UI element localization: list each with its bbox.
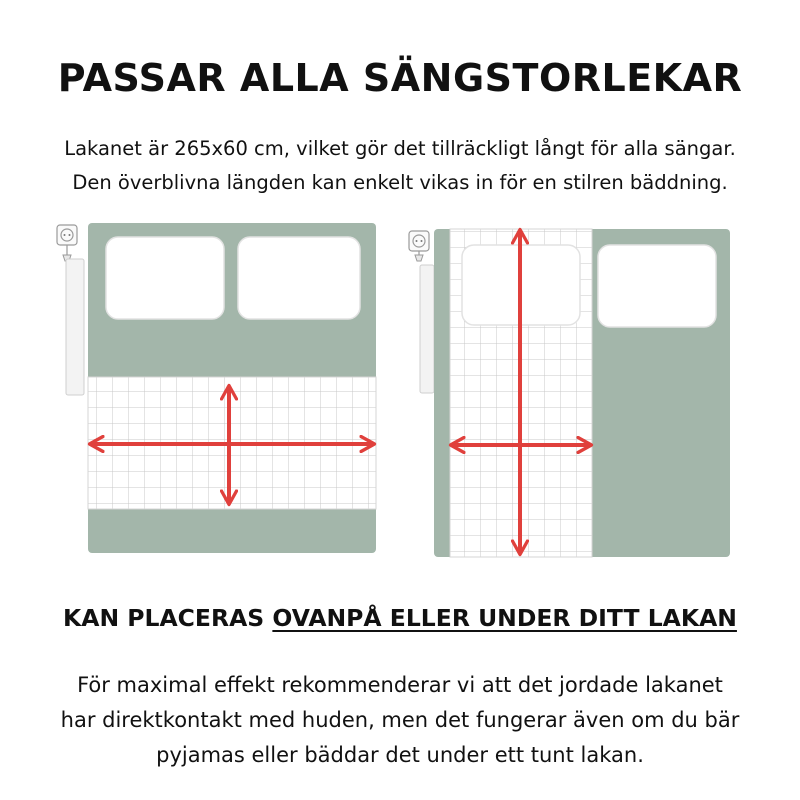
intro-line-1: Lakanet är 265x60 cm, vilket gör det tillräckligt långt för alla sängar.	[64, 137, 736, 160]
section-title-underlined: OVANPÅ ELLER UNDER DITT LAKAN	[272, 604, 737, 632]
intro-line-2: Den överblivna längden kan enkelt vikas in för en stilren bäddning.	[72, 171, 728, 194]
section-body-line-3: pyjamas eller bäddar det under ett tunt lakan.	[156, 743, 644, 767]
section-body-line-2: har direktkontakt med huden, men det fungerar även om du bär	[60, 708, 740, 732]
pillow-right-2	[598, 245, 716, 327]
section-title-plain: KAN PLACERAS	[63, 604, 273, 632]
section-title	[0, 598, 800, 638]
page-title: PASSAR ALLA SÄNGSTORLEKAR	[57, 56, 743, 100]
intro-text	[20, 132, 780, 200]
section-body-line-1: För maximal effekt rekommenderar vi att det jordade lakanet	[77, 673, 723, 697]
wall-socket-right	[409, 231, 434, 393]
bed-illustrations	[0, 215, 800, 565]
pillow-left-1	[106, 237, 224, 319]
bed-right	[409, 229, 730, 557]
bed-left	[57, 223, 376, 553]
wall-socket-left	[57, 225, 84, 395]
pillow-left-2	[238, 237, 360, 319]
section-body	[20, 668, 780, 773]
